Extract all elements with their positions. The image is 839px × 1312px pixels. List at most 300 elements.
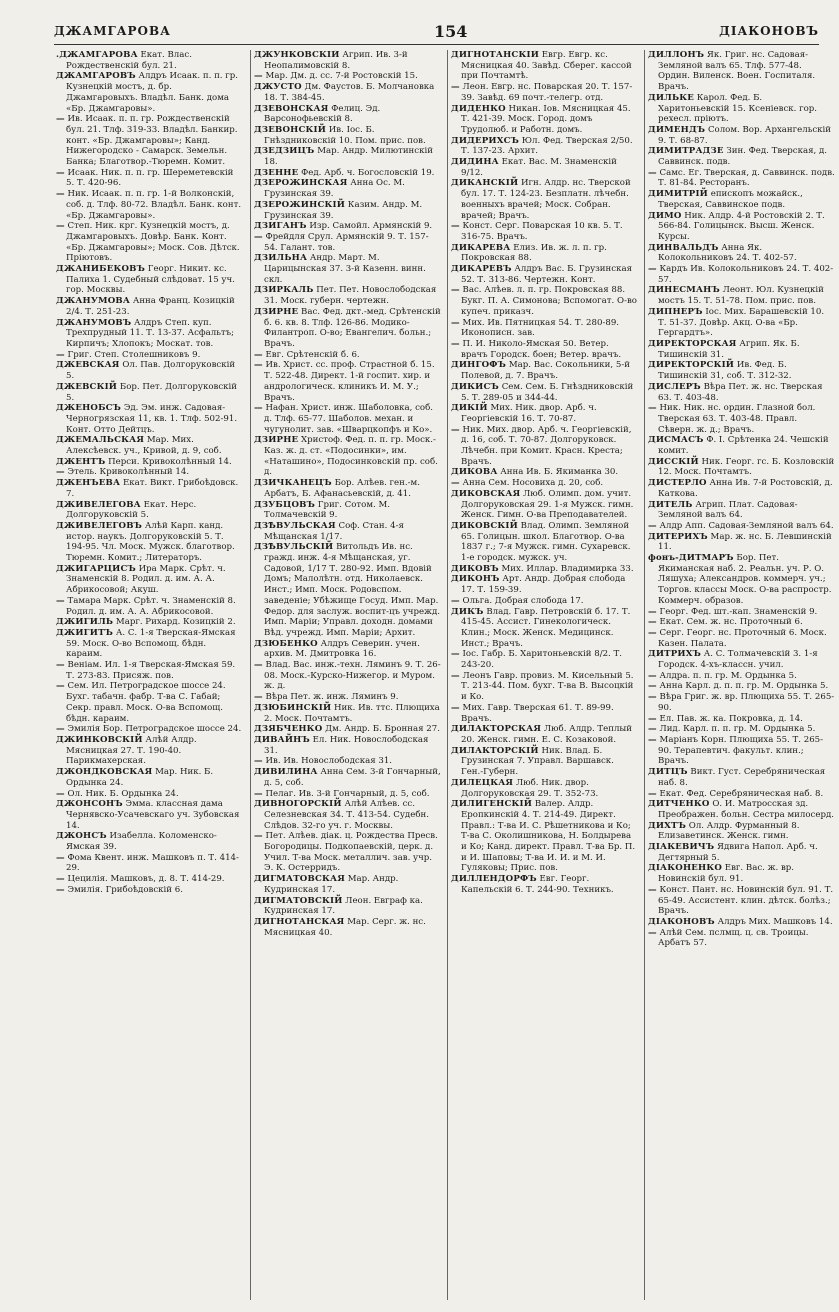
directory-entry	[648, 50, 835, 93]
directory-entry	[56, 296, 243, 317]
entry-details: Бор. Пет. Якиманская наб. 2. Реальн. уч. Р. О. Ляшуха; Александров. коммерч. уч.; Торгов. классы Моск. О-ва распростр. Коммерч. образов.	[658, 553, 832, 606]
directory-entry	[254, 542, 441, 638]
entry-surname: —	[56, 189, 65, 200]
entry-surname: ДЖИВЕЛЕГОВА	[56, 499, 141, 510]
entry-surname: ДЖОНСОНЪ	[56, 799, 123, 810]
entry-surname: ДИЛАКТОРСКАЯ	[451, 724, 542, 735]
directory-entry	[451, 778, 638, 799]
entry-details: Викт. Густ. Серебряническая наб. 8.	[658, 767, 826, 788]
entry-surname: —	[254, 788, 263, 799]
directory-entry	[56, 874, 243, 885]
entry-details: Дм. Фаустов. Б. Молчановка 18. Т. 384-45.	[264, 82, 435, 103]
directory-entry	[254, 917, 441, 938]
entry-details: Екат. Викт. Грибоѣдовск. 7.	[66, 478, 239, 499]
entry-details: Евг. Срѣтенскій б. 6.	[265, 349, 360, 360]
directory-entry	[56, 617, 243, 628]
directory-entry	[648, 403, 835, 435]
entry-details: Влад. Гавр. Петровскій б. 17. Т. 415-45. Ассист. Гинекологическ. Клин.; Моск. Женск. Медицинск. Инст.; Врачъ.	[461, 606, 631, 649]
directory-entry	[254, 360, 441, 403]
entry-details: Марг. Рихард. Козицкій 2.	[115, 617, 236, 628]
entry-surname: ДИТЕЛЬ	[648, 499, 693, 510]
entry-details: Никан. Іов. Мясницкая 45. Т. 421-39. Моск. Город. домъ Трудолюб. и Работн. домъ.	[461, 103, 631, 135]
entry-details: П. И. Николо-Ямская 50. Ветер. врачъ Городск. боен; Ветер. врачъ.	[461, 338, 622, 360]
directory-entry	[648, 607, 835, 618]
directory-entry	[254, 350, 441, 361]
directory-entry	[648, 500, 835, 521]
directory-entry	[648, 521, 835, 532]
entry-details: Ив. Іос. Б. Гнѣздниковскій 10. Пом. прис. пов.	[264, 124, 426, 146]
entry-surname: —	[648, 713, 657, 724]
directory-entry	[451, 339, 638, 360]
entry-details: Серг. Георг. нс. Проточный 6. Моск. Казен. Палата.	[658, 627, 827, 649]
directory-entry	[648, 885, 835, 917]
directory-entry	[451, 724, 638, 745]
entry-details: Ол. Алдр. Фурманный 8. Елизаветинск. Женск. гимн.	[658, 820, 800, 842]
directory-entry	[451, 574, 638, 595]
directory-entry	[56, 318, 243, 350]
directory-entry	[451, 382, 638, 403]
directory-entry	[254, 104, 441, 125]
entry-surname: ДИТЦЪ	[648, 767, 688, 778]
entry-surname: ДИНВАЛЬДЪ	[648, 242, 719, 253]
entry-surname: ДЗИРКАЛЬ	[254, 285, 314, 296]
entry-surname: —	[56, 852, 65, 863]
entry-surname: ДІАКЕВИЧЪ	[648, 842, 715, 853]
entry-details: Ив. Исаак. п. п. гр. Рождественскій бул. 21. Тлф. 319-33. Владѣл. Банкир. конт. «Бр. Джамгаровы»; Канд. Нижегородско - Самарск. Земельн. Банка; Благотвор.-Тюремн. Комит.	[66, 114, 238, 168]
entry-surname: —	[648, 735, 657, 745]
entry-details: Ник. Ив. ттс. Плющиха 2. Моск. Почтамтъ.	[264, 702, 440, 724]
entry-details: Ник. Исаак. п. п. гр. 1-й Волконскій, соб. д. Тлф. 80-72. Владѣл. Банк. конт. «Бр. Джамгаровы».	[66, 189, 242, 221]
directory-entry	[648, 285, 835, 306]
directory-entry	[648, 360, 835, 381]
directory-entry	[254, 253, 441, 285]
entry-surname: ДИКОВСКАЯ	[451, 488, 521, 499]
entry-surname: ДЗИГАНЪ	[254, 221, 307, 232]
entry-details: Мар. Вас. Сокольники, 5-й Полевой, д. 7. Врачъ.	[461, 360, 630, 382]
directory-entry	[648, 382, 835, 403]
directory-entry	[648, 93, 835, 125]
entry-surname: ДИРЕКТОРСКАЯ	[648, 338, 737, 349]
entry-details: Ив. Ив. Новослободская 31.	[265, 756, 393, 767]
directory-entry	[648, 917, 835, 928]
entry-surname: ДИКАРЕВЪ	[451, 264, 512, 275]
directory-entry	[648, 735, 835, 767]
directory-entry	[451, 318, 638, 339]
entry-surname: ДИЛЬКЕ	[648, 92, 695, 103]
entry-details: Евг. Георг. Капельскій 6. Т. 244-90. Техникъ.	[461, 874, 614, 895]
entry-details: Бор. Пет. Долгоруковскій 5.	[66, 381, 238, 403]
entry-surname: ДИТРИХЪ	[648, 649, 702, 660]
directory-entry	[451, 607, 638, 650]
entry-details: Люб. Олимп. дом. учит. Долгоруковская 29. 1-я Мужск. гимн. Женск. Гимн. О-ва Преподавателей.	[461, 488, 634, 521]
directory-entry	[648, 146, 835, 167]
entry-details: Ник. Ник. нс. ордин. Глазной бол. Тверская 63. Т. 403-48. Правл. Сѣверн. ж. д.; Врачъ.	[658, 403, 816, 435]
directory-entry	[56, 885, 243, 896]
entry-details: Мих. Иллар. Владимирка 33.	[501, 563, 634, 574]
directory-entry	[648, 168, 835, 189]
entry-surname: ДЗУБЦОВЪ	[254, 499, 316, 510]
entry-details: А. С. Толмачевскій 3. 1-я Городск. 4-хъ-классн. учил.	[658, 649, 818, 671]
entry-details: Ник. Мих. двор. Арб. ч. Георгіевскій, д. 16, соб. Т. 70-87. Долгоруковск. Лѣчебн. при Комит. Красн. Креста; Врачъ.	[461, 424, 632, 467]
directory-entry	[56, 724, 243, 735]
entry-details: Ив. Христ. сс. проф. Страстной б. 15. Т. 522-48. Директ. 1-й госпит. хир. и андрологическ. клиникъ И. М. У.; Врачъ.	[264, 360, 435, 403]
entry-details: Цецилія. Машковъ, д. 8. Т. 414-29.	[67, 874, 225, 885]
directory-entry	[254, 403, 441, 435]
entry-details: Андр. Март. М. Царицынская 37. 3-й Казенн. винн. скл.	[264, 253, 426, 285]
entry-surname: ДЖИГИТЪ	[56, 627, 114, 638]
directory-entry	[648, 435, 835, 456]
entry-details: Алѣй Карп. канд. истор. наукъ. Долгоруковскій 5. Т. 194-95. Чл. Моск. Мужск. благотвор. Тюремн. Комит.; Литераторъ.	[66, 520, 235, 564]
directory-entry	[254, 146, 441, 167]
entry-details: Арт. Андр. Добрая слобода 17. Т. 159-39.	[461, 574, 626, 596]
entry-details: Мар. Дм. д. сс. 7-й Ростовскій 15.	[265, 71, 418, 82]
entry-surname: —	[648, 617, 657, 628]
directory-entry	[451, 425, 638, 468]
directory-entry	[56, 789, 243, 800]
entry-details: Вѣра Пет. ж. инж. Ляминъ 9.	[265, 692, 399, 703]
directory-entry	[254, 168, 441, 179]
entry-details: Ольга. Добрая слобода 17.	[462, 595, 584, 606]
directory-entry	[56, 221, 243, 264]
entry-surname: —	[648, 167, 657, 178]
entry-details: Іос. Габр. Б. Харитоньевскій 8/2. Т. 243-20.	[461, 649, 622, 671]
entry-details: Евгр. Евгр. кс. Мясницкая 40. Завѣд. Сберег. кассой при Почтамтѣ.	[461, 50, 632, 82]
directory-entry	[254, 200, 441, 221]
entry-details: Ира Марк. Срѣт. ч. Знаменскій 8. Родил. д. им. А. А. Абрикосовой; Акуш.	[66, 563, 226, 596]
directory-entry	[254, 692, 441, 703]
entry-surname: ДЖИВЕЛЕГОВЪ	[56, 520, 143, 531]
directory-entry	[56, 403, 243, 435]
entry-details: Вѣра Григ. ж. вр. Плющиха 55. Т. 265-90.	[658, 692, 835, 713]
entry-surname: ДИРЕКТОРСКІЙ	[648, 360, 735, 371]
entry-details: Евг. Вас. ж. вр. Новинскій бул. 91.	[658, 863, 795, 885]
entry-surname: —	[451, 670, 460, 681]
entry-surname: —	[254, 71, 263, 82]
directory-entry	[648, 125, 835, 146]
entry-details: Агрип. Ив. 3-й Неопалимовскій 8.	[264, 50, 408, 71]
entry-details: Ядвига Напол. Арб. ч. Дегтярный 5.	[658, 842, 818, 863]
entry-surname: ДЖЕНЪЕВА	[56, 478, 121, 489]
entry-surname: ДЗЕВОНСКАЯ	[254, 103, 329, 114]
entry-details: Алѣй Сем. пслмщ. ц. св. Троицы. Арбатъ 57.	[658, 927, 809, 949]
entry-surname: .ДЖАМГАРОВА	[56, 50, 138, 60]
entry-details: Лид. Карл. п. п. гр. М. Ордынка 5.	[659, 724, 816, 735]
entry-surname: —	[56, 167, 65, 178]
entry-surname: ДИПНЕРЪ	[648, 306, 703, 317]
directory-entry	[451, 649, 638, 670]
entry-details: Леон. Евгр. нс. Поварская 20. Т. 157-39. Завѣд. 69 почт.-телегр. отд.	[461, 82, 633, 103]
entry-surname: ДИСМАСЪ	[648, 435, 704, 446]
directory-entry	[648, 457, 835, 478]
entry-surname: —	[451, 595, 460, 606]
entry-surname: —	[648, 927, 657, 938]
entry-surname: фонъ-ДИТМАРЪ	[648, 553, 734, 564]
directory-entry	[254, 831, 441, 874]
entry-surname: ДЖИНКОВСКІЙ	[56, 735, 143, 745]
entry-surname: ДИВАЙНЪ	[254, 735, 310, 745]
directory-entry	[254, 703, 441, 724]
entry-surname: —	[56, 874, 65, 885]
directory-entry	[648, 339, 835, 360]
directory-entry	[451, 703, 638, 724]
entry-surname: ДІАКОНЕНКО	[648, 863, 723, 874]
entry-details: Анна Як. Колокольниковъ 24. Т. 402-57.	[658, 242, 797, 264]
directory-entry	[56, 799, 243, 831]
entry-details: Екат. Фед. Серебряническая наб. 8.	[659, 788, 824, 799]
entry-details: Фед. Арб. ч. Богословскій 19.	[301, 167, 435, 178]
page-number: 154	[434, 22, 468, 41]
page-header	[54, 22, 819, 45]
entry-surname: —	[648, 403, 657, 414]
directory-entry	[648, 189, 835, 210]
directory-entry	[56, 500, 243, 521]
directory-entry	[648, 789, 835, 800]
entry-details: Люб. Ник. двор. Долгоруковская 29. Т. 352-73.	[461, 777, 599, 799]
entry-surname: ДЗЕРОЖИНСКАЯ	[254, 178, 348, 189]
directory-entry	[254, 789, 441, 800]
entry-surname: ДИДЕНКО	[451, 103, 506, 114]
entry-details: Ол. Пав. Долгоруковскій 5.	[66, 360, 236, 382]
entry-surname: —	[648, 606, 657, 617]
entry-surname: —	[451, 478, 460, 489]
entry-surname: —	[451, 702, 460, 713]
entry-surname: ДЗИЛЬНА	[254, 253, 308, 264]
directory-entry	[254, 285, 441, 306]
entry-surname: ДИКОВА	[451, 467, 498, 478]
directory-entry	[254, 71, 441, 82]
entry-details: Сем. Ил. Петроградское шоссе 24. Бухг. табачн. фабр. Т-ва С. Габай; Секр. правл. Моск. О-ва Вспомощ. бѣдн. караим.	[66, 681, 226, 724]
directory-entry	[254, 639, 441, 660]
entry-surname: ДИНГОФЪ	[451, 360, 507, 371]
entry-details: Степ. Ник. крг. Кузнецкій мостъ, д. Джамгаровыхъ. Довѣр. Банк. Конт. «Бр. Джамгаровы»; Моск. Сов. Дѣтск. Пріютовъ.	[66, 221, 240, 264]
entry-surname: ДЗИРНЕ	[254, 306, 299, 317]
entry-surname: —	[56, 724, 65, 735]
directory-entry	[254, 756, 441, 767]
directory-entry	[648, 478, 835, 499]
entry-surname: —	[254, 403, 263, 414]
directory-entry	[56, 628, 243, 660]
entry-surname: —	[451, 285, 460, 296]
entry-surname: —	[254, 660, 263, 671]
entry-surname: ДИКІЙ	[451, 403, 488, 414]
entry-surname: —	[56, 681, 65, 692]
entry-surname: —	[56, 467, 65, 478]
column-divider	[250, 50, 251, 1300]
entry-details: Конст. Пант. нс. Новинскій бул. 91. Т. 65-49. Ассистент. клин. дѣтск. болѣз.; Врачъ.	[658, 884, 834, 917]
entry-surname: —	[56, 221, 65, 232]
entry-surname: —	[648, 788, 657, 799]
directory-entry	[56, 382, 243, 403]
entry-surname: ДЗѢВУЛЬСКІЙ	[254, 542, 334, 553]
entry-details: Пет. Алѣев. діак. ц. Рождества Пресв. Богородицы. Подкопаевскій, церк. д. Учил. Т-ва Моск. металлич. зав. учр. Э. К. Остерридъ.	[264, 831, 438, 874]
entry-surname: —	[56, 349, 65, 360]
entry-details: Ник. Георг. гс. Б. Козловскій 12. Моск. Почтамтъ.	[658, 456, 835, 478]
directory-entry	[451, 50, 638, 82]
entry-details: Леонъ Гавр. провиз. М. Кисельный 5. Т. 213-44. Пом. бухг. Т-ва В. Высоцкій и Ко.	[461, 670, 634, 703]
entry-surname: —	[254, 692, 263, 703]
entry-details: Эмма. классная дама Чернявско-Усачевскаго уч. Зубовская 14.	[66, 799, 240, 831]
entry-surname: ДИМЕНДЪ	[648, 124, 706, 135]
entry-details: Исаак. Ник. п. п. гр. Шереметевскій 5. Т. 420-96.	[66, 167, 234, 189]
directory-entry	[254, 874, 441, 895]
entry-surname: —	[648, 264, 657, 275]
entry-details: Анна Карл. д. п. п. гр. М. Ордынка 5.	[659, 681, 829, 692]
directory-entry	[56, 853, 243, 874]
directory-entry	[56, 189, 243, 221]
directory-entry	[254, 307, 441, 350]
entry-details: Этель. Кривоколѣнный 14.	[67, 467, 190, 478]
entry-details: Вас. Фед. дкт.-мед. Срѣтенскій б. 6. кв. 8. Тлф. 126-86. Модико-Филантроп. О-во; Евангелич. больн.; Врачъ.	[264, 306, 441, 349]
entry-surname: —	[648, 681, 657, 692]
entry-surname: ДИТЧЕНКО	[648, 799, 710, 810]
directory-entry	[648, 724, 835, 735]
entry-surname: ДИЛЛОНЪ	[648, 50, 705, 60]
entry-surname: ДИГМАТОВСКІЙ	[254, 895, 343, 906]
entry-details: Агрип. Як. Б. Тишинскій 31.	[658, 338, 800, 360]
entry-surname: ДИДИНА	[451, 157, 499, 168]
column-divider	[447, 50, 448, 1300]
directory-entry	[56, 168, 243, 189]
entry-surname: —	[648, 520, 657, 531]
directory-entry	[56, 564, 243, 596]
entry-surname: —	[451, 221, 460, 232]
entry-details: Ол. Ник. Б. Ордынка 24.	[67, 788, 179, 799]
directory-entry	[451, 467, 638, 478]
directory-entry	[648, 928, 835, 949]
directory-entry	[648, 211, 835, 243]
entry-surname: ДЖИГИЛЬ	[56, 617, 114, 628]
entry-details: Валер. Алдр. Еропкинскій 4. Т. 214-49. Директ. Правл.: Т-ва И. С. Рѣшетникова и Ко; Т-ва С. Околишникова, Н. Болдырева и Ко; Канд. директ. Правл. Т-ва Бр. П. и И. Шаповы; Т-ва И. И. и М. И. Гуляковы; Прис. пов.	[461, 799, 636, 874]
entry-details: Леон. Евграф ка. Кудринская 17.	[264, 895, 423, 917]
entry-details: Алдръ Исаак. п. п. гр. Кузнецкій мостъ, д. бр. Джамгаровыхъ. Владѣл. Банк. дома «Бр. Джамгаровы».	[66, 71, 238, 114]
directory-entry	[648, 681, 835, 692]
entry-surname: ДИКИСЪ	[451, 381, 499, 392]
entry-details: Іос. Мих. Барашевскій 10. Т. 51-37. Довѣр. Акц. О-ва «Бр. Гергардтъ».	[658, 306, 825, 339]
entry-details: епископъ можайск., Тверская, Саввинское подв.	[658, 189, 803, 210]
directory-entry	[56, 114, 243, 168]
entry-details: Леонт. Юл. Кузнецкій мостъ 15. Т. 51-78. Пом. прис. пов.	[658, 285, 824, 307]
entry-surname: ДИСЛЕРЪ	[648, 381, 701, 392]
entry-details: Ел. Пав. ж. ка. Покровка, д. 14.	[659, 713, 803, 724]
entry-details: Перси. Кривоколѣнный 14.	[108, 456, 232, 467]
entry-details: Агрип. Плат. Садовая-Земляной валъ 64.	[658, 499, 798, 521]
entry-details: Эмилія Бор. Петроградское шоссе 24.	[67, 724, 242, 735]
directory-entry	[56, 660, 243, 681]
entry-surname: ДИДЕРИХСЪ	[451, 135, 520, 146]
directory-entry	[254, 500, 441, 521]
entry-surname: ДЗѢВУЛЬСКАЯ	[254, 520, 336, 531]
entry-surname: ДЗИЧКАНЕЦЪ	[254, 478, 332, 489]
directory-entry	[451, 243, 638, 264]
directory-entry	[254, 82, 441, 103]
entry-details: Дм. Андр. Б. Бронная 27.	[325, 724, 440, 735]
entry-surname: ДИКАНСКІЙ	[451, 178, 519, 189]
entry-surname: ДЗЮБЕНКО	[254, 638, 318, 649]
entry-surname: ДИКОВЪ	[451, 563, 499, 574]
directory-entry	[451, 285, 638, 317]
directory-entry	[648, 671, 835, 682]
directory-entry	[56, 681, 243, 724]
directory-entry	[451, 221, 638, 242]
entry-details: Алдр Апп. Садовая-Земляной валъ 64.	[659, 520, 834, 531]
entry-surname: —	[254, 231, 263, 242]
column-1	[56, 50, 243, 1302]
directory-entry	[451, 799, 638, 874]
entry-surname: —	[451, 317, 460, 328]
entry-details: Алдръ Степ. куп. Трехпрудный 11. Т. 13-37. Асфальтъ; Кирпичъ; Хлопокъ; Москат. тов.	[66, 317, 235, 349]
entry-surname: —	[451, 338, 460, 349]
entry-details: Карол. Фед. Б. Харитоньевскій 15. Ксеніевск. гор. рехесл. пріютъ.	[658, 92, 818, 125]
directory-entry	[56, 435, 243, 456]
entry-surname: —	[451, 649, 460, 660]
entry-surname: —	[56, 595, 65, 606]
entry-surname: ДИЛИГЕНСКІЙ	[451, 799, 533, 810]
entry-surname: —	[451, 424, 460, 435]
entry-surname: ДЖОНДКОВСКАЯ	[56, 767, 153, 778]
entry-surname: ДЖИГАРЦИСЪ	[56, 563, 136, 574]
entry-surname: ДИСТЕРЛО	[648, 478, 707, 489]
entry-surname: ДЖЕНОБСЪ	[56, 403, 122, 414]
entry-surname: —	[254, 360, 263, 371]
entry-details: Соф. Стан. 4-я Мѣщанская 1/17.	[264, 520, 404, 542]
directory-entry	[648, 307, 835, 339]
directory-entry	[56, 767, 243, 788]
entry-details: Алдръ Мих. Машковъ 14.	[717, 916, 833, 927]
entry-surname: ДИТЕРИХЪ	[648, 531, 708, 542]
directory-entry	[451, 178, 638, 221]
entry-surname: ДИНЕСМАНЪ	[648, 285, 720, 296]
entry-surname: —	[648, 670, 657, 681]
entry-surname: —	[648, 724, 657, 735]
entry-details: Як. Григ. нс. Садовая-Земляной валъ 65. Тлф. 577-48. Ордин. Виленск. Воен. Госпиталя. Врачъ.	[658, 50, 816, 93]
entry-surname: —	[56, 884, 65, 895]
entry-details: Григ. Степ. Столешниковъ 9.	[67, 349, 201, 360]
directory-entry	[648, 767, 835, 788]
entry-details: Юл. Фед. Тверская 2/50. Т. 137-23. Архит.	[461, 135, 633, 157]
entry-surname: ДИМО	[648, 210, 682, 221]
entry-surname: ДЖЕВСКІЙ	[56, 381, 118, 392]
entry-details: Влад. Вас. инж.-техн. Ляминъ 9. Т. 26-08. Моск.-Курско-Нижегор. и Муром. ж. д.	[264, 660, 441, 692]
entry-details: Ник. Влад. Б. Грузинская 7. Управл. Варшавск. Ген.-Губерн.	[461, 745, 614, 778]
header-left-keyword: ДЖАМГАРОВА	[54, 24, 171, 38]
directory-entry	[648, 714, 835, 725]
entry-details: А. С. 1-я Тверская-Ямская 59. Моск. О-во Вспомощ. бѣдн. караим.	[66, 627, 236, 660]
entry-details: Мих. Ив. Пятницкая 54. Т. 280-89. Иконописн. зав.	[461, 317, 620, 339]
entry-details: Мар. Ник. Б. Ордынка 24.	[66, 767, 214, 788]
entry-details: Екат. Сем. ж. нс. Проточный 6.	[659, 617, 803, 628]
directory-entry	[451, 264, 638, 285]
column-2	[254, 50, 441, 1302]
entry-surname: ДЖЕМАЛЬСКАЯ	[56, 435, 145, 446]
entry-surname: ДЖАНУМОВЪ	[56, 317, 132, 328]
directory-entry	[648, 821, 835, 842]
entry-details: Анна Ив. Б. Якиманка 30.	[500, 467, 619, 478]
directory-entry	[451, 82, 638, 103]
entry-details: Мар. Андр. Милютинскій 18.	[264, 146, 433, 168]
directory-entry	[451, 874, 638, 895]
directory-entry	[648, 649, 835, 670]
entry-surname: ДЖУНКОВСКІЙ	[254, 50, 340, 60]
entry-details: Алдръ Северин. учен. архив. М. Дмитровка 16.	[264, 638, 420, 660]
entry-surname: ДИЛЕЦКАЯ	[451, 777, 514, 788]
entry-surname: —	[648, 884, 657, 895]
entry-details: Сем. Сем. Б. Гнѣздниковскій 5. Т. 289-05 и 344-44.	[461, 381, 634, 403]
entry-surname: ДЖАМГАРОВЪ	[56, 71, 136, 82]
entry-details: Георг. Никит. кс. Палиха 1. Судебный слѣдоват. 15 уч. гор. Москвы.	[66, 264, 235, 296]
entry-surname: ДЖАНИБЕКОВЪ	[56, 264, 146, 275]
entry-details: Алдра. п. п. гр. М. Ордынка 5.	[659, 670, 797, 681]
directory-entry	[451, 136, 638, 157]
